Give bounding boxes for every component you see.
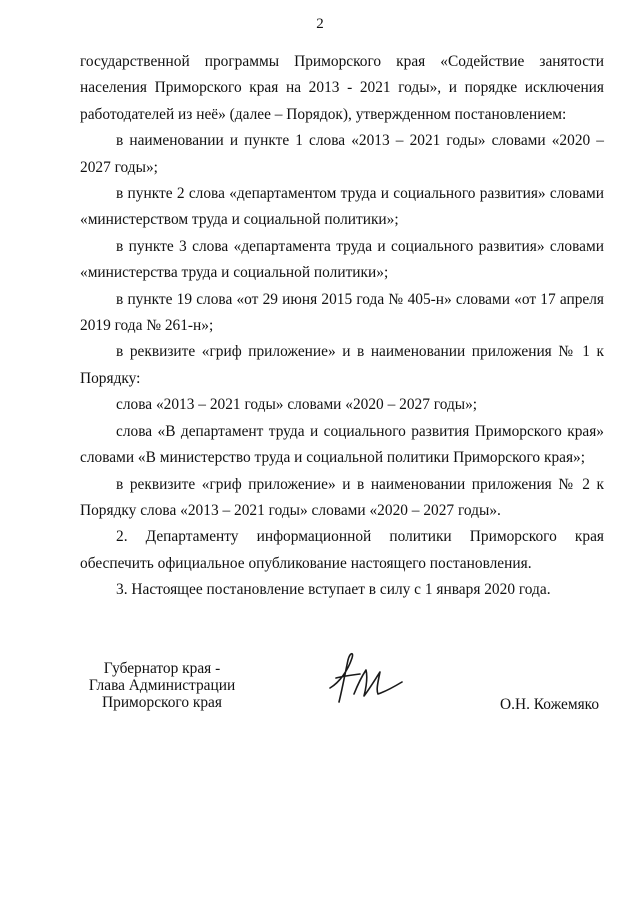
signer-name: О.Н. Кожемяко: [500, 696, 600, 713]
paragraph-6: в реквизите «гриф приложение» и в наименовании приложения № 1 к Порядку:: [80, 343, 604, 387]
paragraph-9: в реквизите «гриф приложение» и в наименовании приложения № 2 к Порядку слова «2013 – 2021 годы» словами «2020 – 2027 годы».: [80, 475, 604, 519]
paragraph-3: в пункте 2 слова «департаментом труда и социального развития» словами «министерством труда и социальной политики»;: [80, 185, 604, 229]
paragraph-10: 2. Департаменту информационной политики Приморского края обеспечить официальное опубликование настоящего постановления.: [80, 528, 604, 572]
paragraph-8: слова «В департамент труда и социального развития Приморского края» словами «В министерство труда и социальной политики Приморского края»;: [80, 422, 604, 467]
signer-position: [77, 660, 247, 711]
signer-position-line-2: Глава Администрации: [88, 677, 236, 694]
signature-block: [0, 660, 640, 730]
paragraph-4: в пункте 3 слова «департамента труда и социального развития» словами «министерства труда и социальной политики»;: [80, 237, 604, 282]
signer-position-line-1: Губернатор края -: [103, 660, 221, 677]
paragraph-11: 3. Настоящее постановление вступает в силу с 1 января 2020 года.: [116, 581, 551, 599]
paragraph-2: в наименовании и пункте 1 слова «2013 – 2021 годы» словами «2020 – 2027 годы»;: [80, 132, 604, 176]
page-number: 2: [316, 16, 324, 32]
handwritten-signature-icon: [326, 648, 406, 708]
paragraph-5: в пункте 19 слова «от 29 июня 2015 года № 405-н» словами «от 17 апреля 2019 года № 261-н»;: [80, 290, 604, 335]
signer-position-line-3: Приморского края: [102, 694, 222, 711]
paragraph-1: государственной программы Приморского края «Содействие занятости населения Приморского края на 2013 - 2021 годы», и порядке исключения работодателей из неё» (далее – Порядок), утвержденном постановлением:: [80, 53, 604, 123]
paragraph-7: слова «2013 – 2021 годы» словами «2020 – 2027 годы»;: [116, 396, 478, 414]
document-body: [80, 49, 604, 604]
